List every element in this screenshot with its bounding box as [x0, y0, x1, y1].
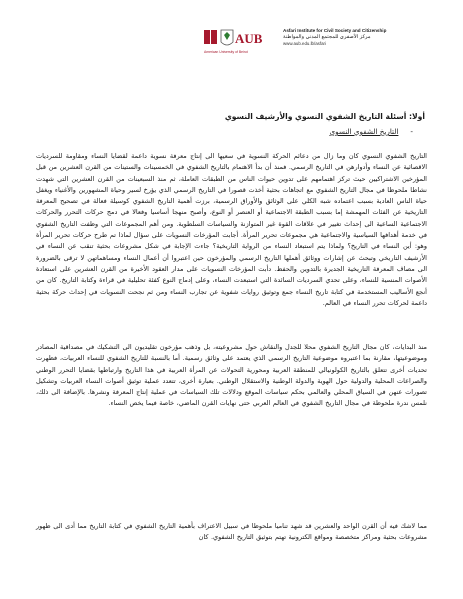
- document-header: [203, 26, 443, 62]
- institute-name-ar: مركز الأصفري للمجتمع المدني والمواطنة: [283, 34, 371, 40]
- aub-logo: [203, 26, 279, 60]
- logo-subtext: American University of Beirut: [204, 50, 248, 54]
- section-title: أولا: أسئلة التاريخ الشفوي النسوي والأرشيف النسوي: [224, 112, 425, 121]
- subheading-text: التاريخ الشفوي النسوي: [329, 127, 399, 136]
- logo-text: AUB: [235, 31, 263, 46]
- paragraph: التاريخ الشفوي النسوي كان وما زال من دعائم الحركة النسوية في سعيها الى إنتاج معرفة نسوية داعمة لقضايا النساء ومقاومة للسرديات الاقصائية عن النساء وأدوارهن في التاريخ الرسمي. فمنذ أن بدأ الاهتمام بالتاريخ الشفوي في الخمسينات والستينات من القرن العشرين من قبل المؤرخين الاشتراكيين حيث تركز اهتمامهم على تدوين حيوات الناس من الطبقات العاملة، ثم منذ السبعينات من القرن العشرين التي شهدت نشاطا ملحوظا في مجال التاريخ الشفوي مع اتجاهات بحثية أخذت قصورا في التاريخ الرسمي الذي يؤرخ لسير وحياة المشهورين والأغنياء ويغفل حياة الناس العادية بسبب اعتماده شبه الكلي على الوثائق والأوراق الرسمية، برزت أهمية التاريخ الشفوي كوسيلة فعالة في تصحيح المعرفة التاريخية عن الفئات المهمشة إما بسبب الطبقة الاجتماعية أو العنصر أو النوع، وأصبح منهجا أساسيا وفعالا في دمج حركات التحرر والحركات الاجتماعية الساعية الى إحداث تغيير في علاقات القوة غير المتوازنة والسياسات السلطوية. ومن أهم المجموعات التي وظفت التاريخ الشفوي في خدمة أهدافها السياسية والاجتماعية هي مجموعات تحرير المرأة. أجابت المؤرخات النسويات على سؤال لماذا تم طرح حركات تحرير المرأة وهو: أين النساء في التاريخ؟ ولماذا يتم استبعاد النساء من الرواية التاريخية؟ جاءت الإجابة في شكل مشروعات بحثية تنقب عن النساء في الأرشيف التاريخي وتبحث عن إشارات ووثائق أهملها التاريخ الرسمي والمؤرخون حين اعتبروا أن أعمال النساء ومساهماتهن لا ترقى بالضرورة الى مصاف المعرفة التاريخية الجديرة بالتدوين والحفظ. دأبت المؤرخات النسويات على مدار العقود الأخيرة من القرن العشرين على استعادة الأصوات المنسية للنساء، وعلى تحدي السرديات السائدة التي استبعدت النساء، وعلى إدماج النوع كفئة تحليلية في قراءة وكتابة التاريخ. كان من أنجع الأساليب المستخدمة في كتابة تاريخ النساء جمع وتوثيق روايات شفوية عن تجارب النساء ومن ثم نجحت النسويات في إحداث حركة بحثية داعمة لحركات تحرر النساء في العالم.: [36, 152, 427, 307]
- institute-name-en: Asfari Institute for Civil Society and Citizenship: [283, 28, 387, 33]
- paragraph: مما لاشك فيه أن القرن الواحد والعشرين قد شهد تناميا ملحوظا في سبيل الاعتراف بأهمية التاريخ الشفوي في كتابة التاريخ مما أدى الى ظهور مشروعات بحثية ومراكز متخصصة ومواقع الكترونية تهتم بتوثيق التاريخ الشفوي. كان: [36, 522, 427, 542]
- institute-url: www.aub.edu.lb/asfari: [283, 41, 326, 46]
- subheading-marker: -: [410, 127, 413, 136]
- paragraph: منذ البدايات، كان مجال التاريخ الشفوي محلا للجدل والنقاش حول مشروعيته، بل وذهب مؤرخون تقليديون الى التشكيك في مصداقية المصادر وموضوعيتها، مقارنة بما اعتبروه موضوعية التاريخ الرسمي الذي يعتمد على وثائق رسمية. أما بالنسبة للتاريخ الشفوي للنساء العربيات، فظهرت تحديات أخرى تتعلق بالتاريخ الكولونيالي للمنطقة العربية ومحورية التحولات عن المرأة العربية في هذا التاريخ وارتباطها بقضايا التحرر الوطني والصراعات المحلية والدولية حول الهوية والدولة الوطنية والاستقلال الوطني. بعبارة أخرى، تتعدد عملية توثيق أصوات النساء العربيات وتشكيل تصورات عنهن في السياق المحلي والعالمي بحكم سياسات الموقع ودلالات تلك السياسات في عملية إنتاج المعرفة ونشرها. بالإضافة الى ذلك، نلمس ندرة ملحوظة في مجال التاريخ الشفوي في العالم العربي حتى نهايات القرن الماضي، خاصة فيما يخص النساء.: [36, 343, 427, 408]
- institute-block: [283, 28, 443, 47]
- subheading: [33, 127, 413, 136]
